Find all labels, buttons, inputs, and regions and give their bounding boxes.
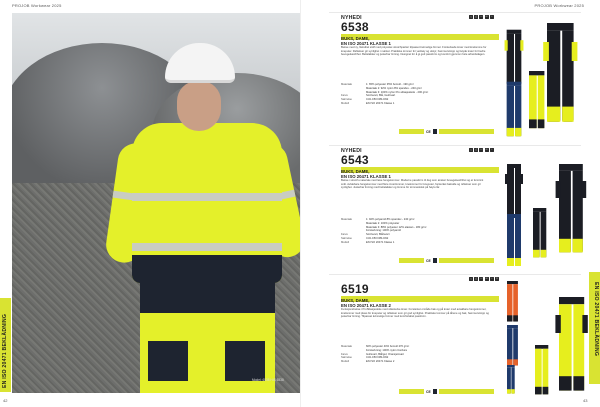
product-description: Funksjonsbukse i ProSlitasjeskole med slitesterke knær. Forsterket område bak og på knær med avtakbare hengelommer, knelommer med plass for kneputer og reflekser som gir god synlighet. Praktiske lommer på lårene og bak, hammerstropp og justerbar linning. Tilpasset kvinnelige former med komfortabel passform. (341, 308, 489, 319)
clean-icon: ○ (491, 277, 493, 280)
new-badge: NYHEDI (341, 148, 362, 154)
wash-icon: ◡ (469, 148, 473, 151)
care-icons (469, 15, 494, 19)
page-number: 42 (3, 398, 8, 403)
wash-icon: ◡ (469, 277, 473, 280)
garment-black (507, 164, 521, 216)
spine-label: EN ISO 20471 BEKLÄDNING (593, 282, 599, 357)
product-number: 6519 (341, 282, 369, 296)
garment-yellow-back (535, 345, 549, 397)
dry-icon: □ (480, 148, 483, 151)
page-number: 43 (583, 398, 588, 403)
new-badge: NYHEDI (341, 15, 362, 21)
dry-icon: □ (480, 15, 483, 18)
care-icons (469, 148, 494, 152)
safety-helmet (165, 43, 235, 83)
product-description: Bukse i stretch-materiale med løse hengelommer. Moderne passform til deg som ønsker bevegelsesfrihet og et feminint snitt. Avtakbare hengelommer med flere innerlommer, knelommer for kneputer, forsterket bakside og reflekser som gir synlighet. Justerbar linning med belteløkker og lomme for tommestokk på høyre lår. (341, 179, 484, 190)
garment-black-large (559, 164, 573, 216)
product-title: BUKS, DAME, EN ISO 20471 KLASSE 1 (341, 169, 391, 180)
product-title: BUKS, DAME, EN ISO 20471 KLASSE 2 (341, 298, 391, 309)
clean-icon: ○ (491, 15, 493, 18)
iron-icon: ▱ (485, 15, 488, 18)
product-description: Bukse med ny, fleksibel stoff med polyester-stretchpartier tilpasset kvinnelige former. Forsterkede knær med knelomme for kneputer. Reflekser gir synlighet i mørket. Praktiske lommer for verktøy og utstyr, hammerstropp og bøyde knær for bedre bevegelsesfrihet. Belteløkker og justerbar linning. Designet for å gi god passform og komfort gjennom hele arbeidsdagen. (341, 46, 487, 57)
worker-figure (112, 43, 300, 393)
garment-black (507, 31, 521, 83)
hi-vis-jacket (132, 123, 282, 283)
product-specs: Materiale 60% polyester 40% bomull 270 g/m² Forsterkning: 100% nylon Cordura Farve Gul/svart, Blå/gul, Oransje/svart Størrelse C34-C50 D84-D92 Modell EN ISO 20471 Klasse 2 (341, 345, 410, 364)
product-6543 (329, 145, 581, 265)
bleach-icon: △ (475, 277, 478, 280)
dry-icon: □ (480, 277, 483, 280)
worker-photo (12, 13, 300, 393)
certification-bar: CE (399, 129, 499, 134)
product-title: BUKS, DAME, EN ISO 20471 KLASSE 1 (341, 36, 391, 47)
garment-navy-yellow (507, 365, 521, 407)
product-6538 (329, 12, 581, 136)
hi-vis-pants (140, 281, 275, 393)
certification-bar: CE (399, 389, 499, 394)
spine-label: EN ISO 20471 BEKLÄDNING (2, 313, 8, 388)
industrial-wash-icon: ◇ (496, 277, 498, 280)
garment-black-large (547, 23, 561, 75)
product-specs: Materiale 1: 65% polyester 35% bomull - 190 g/m² Materiale 2: 92% nylon 8% spandex - 240 g/m² Materiale 3: 100% nylon Pro-slitasjeskole - 200 g/m² Farve Sort/svart, Blå, Gul/svart Størrelse C34-C50 D84-D92 Modell EN ISO 20471 Klasse 1 (341, 83, 429, 105)
garment-yellow-large (559, 297, 573, 349)
iron-icon: ▱ (485, 277, 488, 280)
page-header: PROJOB Workwear 2025 (534, 3, 584, 8)
garment-yellow-back (533, 208, 547, 260)
product-number: 6543 (341, 153, 369, 167)
garment-yellow-back (529, 71, 543, 123)
product-number: 6538 (341, 20, 369, 34)
garment-navy (507, 214, 521, 266)
clean-icon: ○ (491, 148, 493, 151)
care-icons (469, 277, 499, 281)
worker-face (177, 81, 221, 131)
wash-icon: ◡ (469, 15, 473, 18)
bleach-icon: △ (475, 15, 478, 18)
product-6519 (329, 274, 581, 398)
photo-caption: Model: 6538 HIS 6538 (252, 378, 284, 382)
page-header: PROJOB Workwear 2025 (12, 3, 62, 8)
iron-icon: ▱ (485, 148, 488, 151)
right-page (300, 0, 600, 407)
garment-navy (507, 83, 521, 135)
bleach-icon: △ (475, 148, 478, 151)
certification-bar: CE (399, 258, 499, 263)
product-specs: Materiale 1: 92% polyamid 8% spandex - 240 g/m² Materiale 2: 100% polyester Materiale 3: 88% polyester 12% elastan - 180 g/m² Forsterkning: 100% polyamid Farve Sort/svart, Blå/svart Størrelse C34-C50 D84-D92 Modell EN ISO 20471 Klasse 1 (341, 218, 427, 244)
